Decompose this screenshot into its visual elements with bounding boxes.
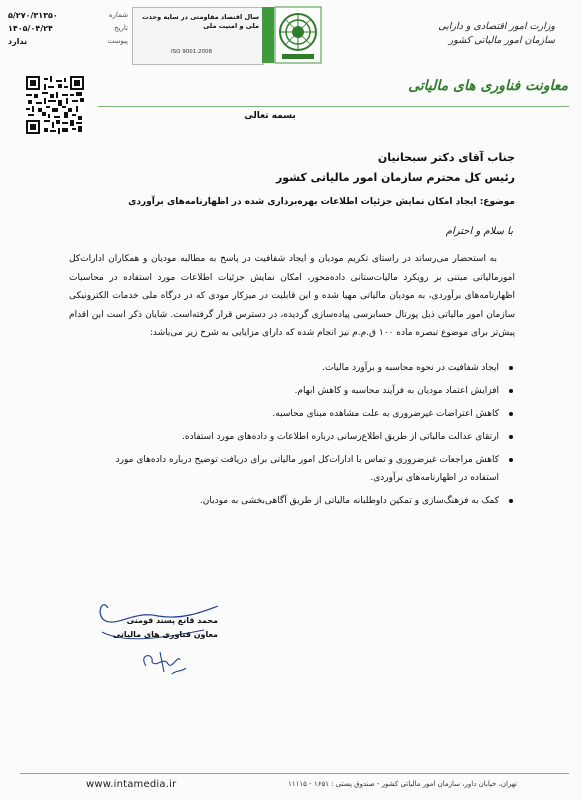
number-label: شماره (108, 11, 128, 19)
attachment-label: پیوست (107, 37, 128, 45)
attachment-value: ندارد (8, 37, 28, 46)
date-label: تاریخ (114, 24, 128, 32)
body-paragraph: به استحضار می‌رساند در راستای تکریم مودیان و ایجاد شفافیت در پاسخ به مطالبه مودیان و همکاران ادارات‌کل امورمالیاتی مبتنی بر رویکرد مالیات‌ستانی داده‌محور، امکان نمایش جزئیات اطلاعات مورد استفاده در محاسبات اظهارنامه‌های برآوردی، به مودیان مالیاتی مهیا شده و این قابلیت در میزکار مودی که در درگاه ملی خدمات الکترونیکی سازمان امور مالیاتی ذیل پورتال حسابرسی پیاده‌سازی گردیده، در دسترس قرار گرفته‌است. شایان ذکر است این اقدام پیش‌تر برای موضوع تبصره ماده ۱۰۰ ق.م.م نیز انجام شده که دارای مزایایی به شرح زیر می‌باشد: (69, 254, 515, 339)
list-item: ارتقای عدالت مالیاتی از طریق اطلاع‌رسانی درباره اطلاعات و داده‌های مورد استفاده. (109, 428, 499, 446)
signer-title: معاون فناوری های مالیاتی (112, 630, 218, 639)
list-item: کمک به فرهنگ‌سازی و تمکین داوطلبانه مالیاتی از طریق آگاهی‌بخشی به مودیان. (109, 492, 499, 510)
list-item: افزایش اعتماد مودیان به فرآیند محاسبه و کاهش ابهام. (109, 382, 499, 400)
header-accent-bar (262, 7, 274, 63)
letter-body (69, 250, 515, 343)
website-link[interactable]: www.intamedia.ir (86, 779, 177, 790)
number-value: ۵/۲۷۰/۳۱۳۵۰ (8, 11, 58, 20)
attachment-row (8, 36, 128, 49)
deputy-title: معاونت فناوری های مالیاتی (408, 78, 568, 94)
ministry-name: وزارت امور اقتصادی و دارایی (438, 21, 555, 32)
header-divider (98, 106, 569, 107)
date-row (8, 23, 128, 36)
addressee-title: رئیس کل محترم سازمان امور مالیاتی کشور (275, 171, 515, 184)
bismillah: بسمه تعالی (244, 111, 296, 121)
organization-name (345, 20, 555, 48)
benefits-list (109, 359, 515, 515)
slogan-box (132, 7, 264, 65)
addressee-name: جناب آقای دکتر سبحانیان (377, 151, 515, 164)
number-row (8, 10, 128, 23)
footer-divider (20, 773, 569, 774)
addressee (115, 148, 515, 188)
organization-emblem-icon (274, 6, 322, 64)
list-item: کاهش مراجعات غیرضروری و تماس با ادارات‌کل امور مالیاتی برای دریافت توضیح درباره داده‌های مورد استفاده در اظهارنامه‌های برآوردی. (109, 451, 499, 487)
signer-block (98, 614, 218, 642)
greeting: با سلام و احترام (445, 226, 513, 237)
slogan-text: سال اقتصاد مقاومتی در سایه وحدت ملی و امنیت ملی (142, 13, 259, 30)
date-value: ۱۴۰۵/۰۴/۲۴ (8, 24, 53, 33)
list-item: کاهش اعتراضات غیرضروری به علت مشاهده مبنای محاسبه. (109, 405, 499, 423)
letter-meta (8, 10, 128, 49)
iso-text: ISO 9001:2008 (171, 49, 213, 55)
footer-address: تهران، خیابان داور، سازمان امور مالیاتی کشور - صندوق پستی : ۱۶۵۱ - ۱۱۱۱۵ (288, 780, 517, 788)
tax-organization-name: سازمان امور مالیاتی کشور (448, 35, 555, 46)
qr-code-icon (26, 76, 84, 134)
signer-name: محمد قانع پسند قومنی (126, 616, 218, 625)
letter-subject: موضوع: ایجاد امکان نمایش جزئیات اطلاعات بهره‌برداری شده در اظهارنامه‌های برآوردی (128, 197, 515, 207)
list-item: ایجاد شفافیت در نحوه محاسبه و برآورد مالیات. (109, 359, 499, 377)
